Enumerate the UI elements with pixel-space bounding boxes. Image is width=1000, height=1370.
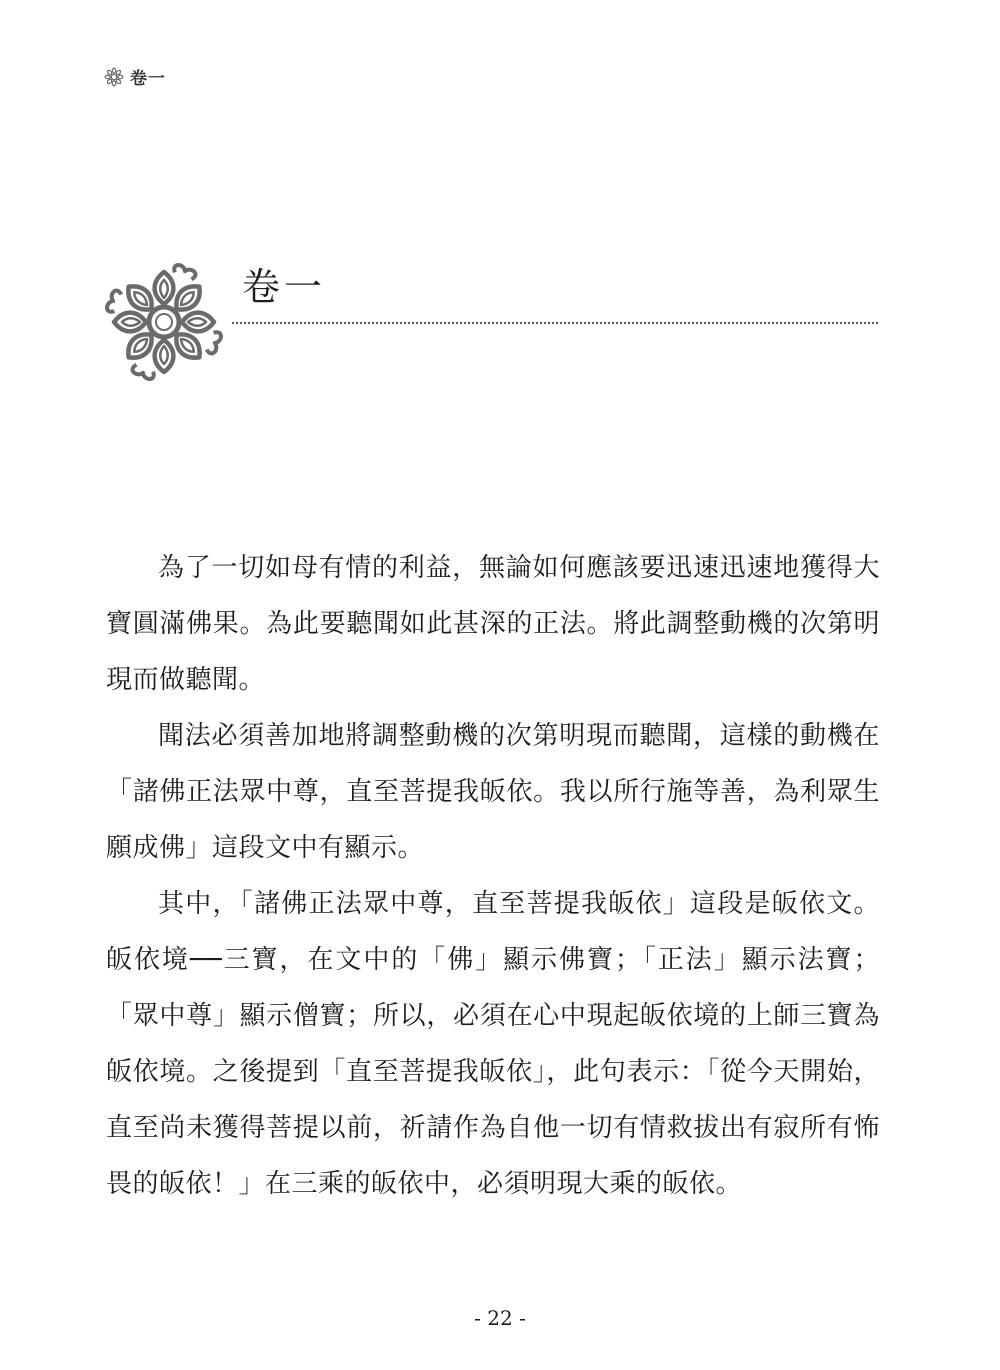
paragraph: 為了一切如母有情的利益，無論如何應該要迅速迅速地獲得大寶圓滿佛果。為此要聽聞如此甚深的正法。將此調整動機的次第明現而做聽聞。 <box>106 553 880 695</box>
body-text <box>106 540 880 1212</box>
chapter-title-divider <box>232 322 878 324</box>
running-header-title: 卷一 <box>130 69 166 89</box>
page-number: - 22 - <box>474 1306 526 1330</box>
lotus-ornament-icon <box>104 67 124 87</box>
chapter-title: 卷一 <box>242 265 327 309</box>
lotus-ornament-icon <box>102 260 226 384</box>
running-header <box>104 64 166 89</box>
paragraph: 其中，「諸佛正法眾中尊，直至菩提我皈依」這段是皈依文。皈依境──三寶，在文中的「佛」顯示佛寶；「正法」顯示法寶；「眾中尊」顯示僧寶；所以，必須在心中現起皈依境的上師三寶為皈依境。之後提到「直至菩提我皈依」，此句表示：「從今天開始，直至尚未獲得菩提以前，祈請作為自他一切有情救拔出有寂所有怖畏的皈依！」在三乘的皈依中，必須明現大乘的皈依。 <box>106 889 880 1199</box>
paragraph: 聞法必須善加地將調整動機的次第明現而聽聞，這樣的動機在「諸佛正法眾中尊，直至菩提我皈依。我以所行施等善，為利眾生願成佛」這段文中有顯示。 <box>106 721 880 863</box>
